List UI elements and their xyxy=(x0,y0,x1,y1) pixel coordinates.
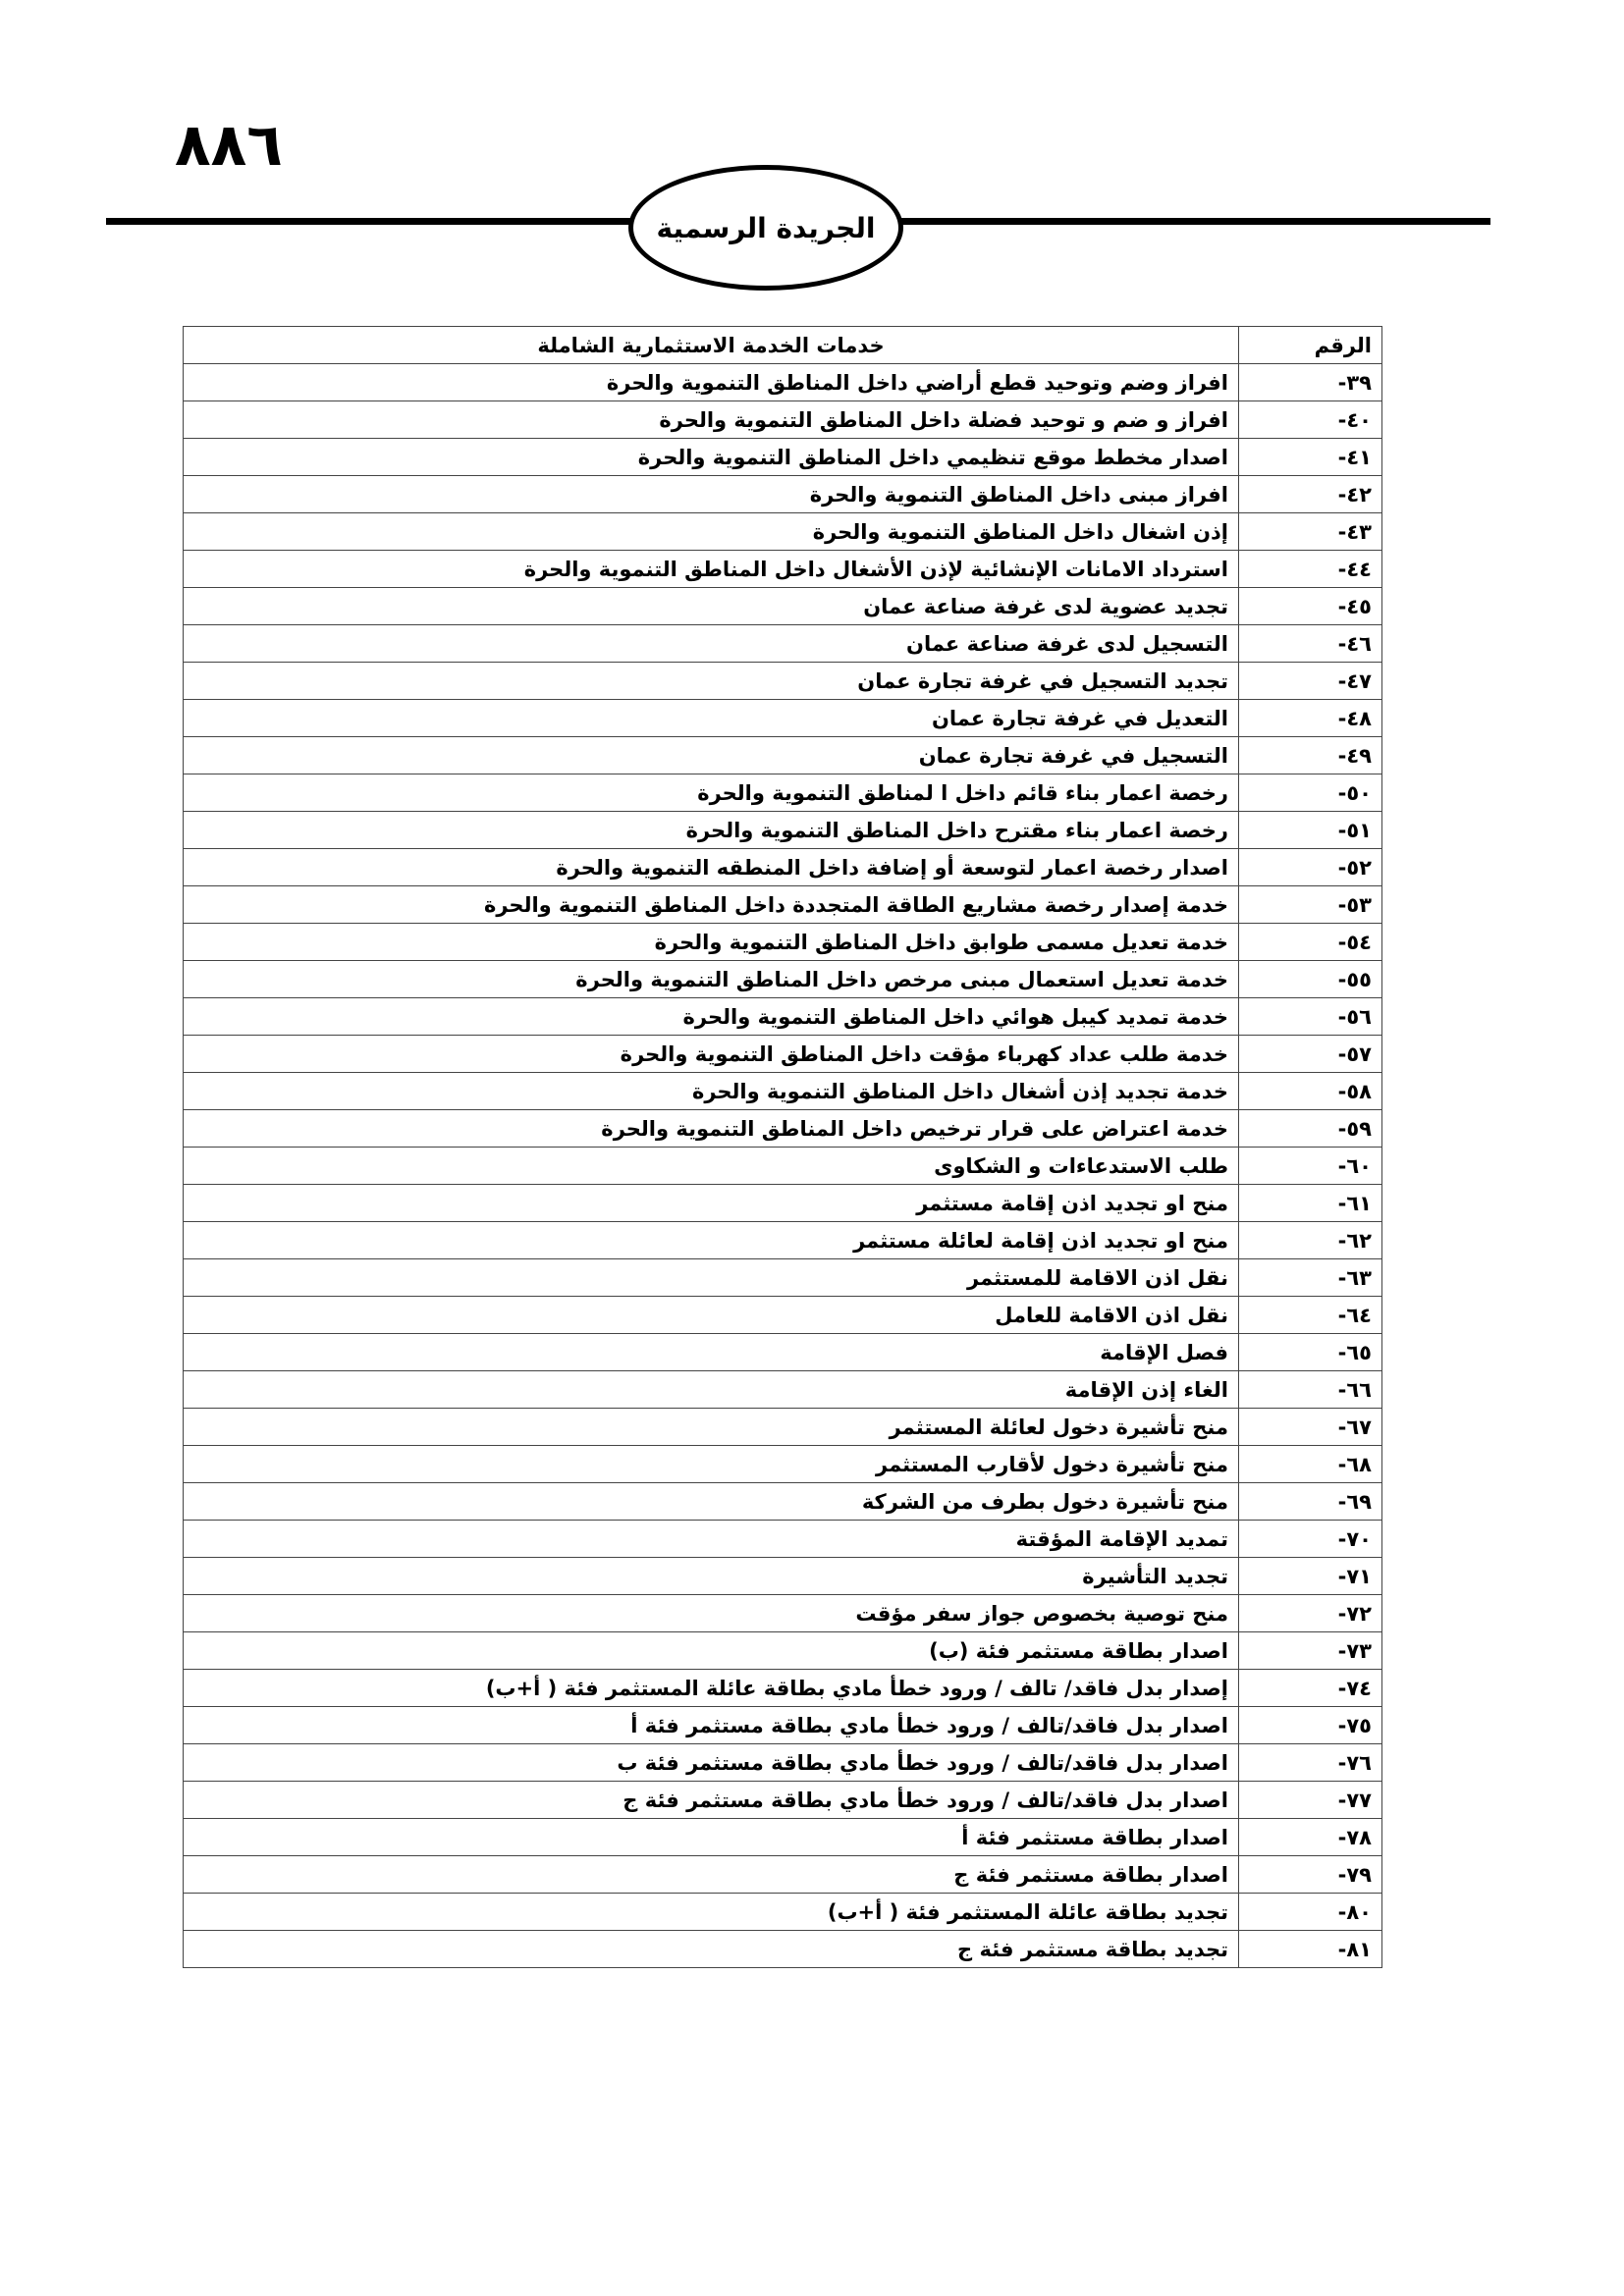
table-row xyxy=(184,700,1382,737)
row-service: افراز مبنى داخل المناطق التنموية والحرة xyxy=(184,476,1239,513)
table-row xyxy=(184,1670,1382,1707)
header-service: خدمات الخدمة الاستثمارية الشاملة xyxy=(184,327,1239,364)
row-service: نقل اذن الاقامة للعامل xyxy=(184,1297,1239,1334)
row-service: استرداد الامانات الإنشائية لإذن الأشغال داخل المناطق التنموية والحرة xyxy=(184,551,1239,588)
row-service: خدمة تعديل استعمال مبنى مرخص داخل المناطق التنموية والحرة xyxy=(184,961,1239,998)
row-number: ٥٤- xyxy=(1239,924,1382,961)
row-number: ٤٨- xyxy=(1239,700,1382,737)
table-row xyxy=(184,812,1382,849)
table-row xyxy=(184,551,1382,588)
row-number: ٧٦- xyxy=(1239,1744,1382,1782)
row-number: ٤٤- xyxy=(1239,551,1382,588)
row-service: تجديد التأشيرة xyxy=(184,1558,1239,1595)
row-service: منح او تجديد اذن إقامة مستثمر xyxy=(184,1185,1239,1222)
row-number: ٧٣- xyxy=(1239,1632,1382,1670)
table-row xyxy=(184,1744,1382,1782)
services-table xyxy=(183,326,1382,1968)
table-row xyxy=(184,1036,1382,1073)
row-number: ٧١- xyxy=(1239,1558,1382,1595)
table-row xyxy=(184,364,1382,401)
row-number: ٥٧- xyxy=(1239,1036,1382,1073)
row-service: تجديد التسجيل في غرفة تجارة عمان xyxy=(184,663,1239,700)
row-service: تمديد الإقامة المؤقتة xyxy=(184,1521,1239,1558)
header-number: الرقم xyxy=(1239,327,1382,364)
row-number: ٤٦- xyxy=(1239,625,1382,663)
row-service: اصدار بدل فاقد/تالف / ورود خطأ مادي بطاقة مستثمر فئة ب xyxy=(184,1744,1239,1782)
row-service: اصدار رخصة اعمار لتوسعة أو إضافة داخل المنطقه التنموية والحرة xyxy=(184,849,1239,886)
row-service: تجديد بطاقة عائلة المستثمر فئة ( أ+ب) xyxy=(184,1894,1239,1931)
table-row xyxy=(184,625,1382,663)
row-number: ٧٩- xyxy=(1239,1856,1382,1894)
row-service: خدمة إصدار رخصة مشاريع الطاقة المتجددة داخل المناطق التنموية والحرة xyxy=(184,886,1239,924)
row-number: ٥٦- xyxy=(1239,998,1382,1036)
row-service: منح او تجديد اذن إقامة لعائلة مستثمر xyxy=(184,1222,1239,1259)
row-service: تجديد بطاقة مستثمر فئة ج xyxy=(184,1931,1239,1968)
row-service: منح توصية بخصوص جواز سفر مؤقت xyxy=(184,1595,1239,1632)
table-row xyxy=(184,774,1382,812)
row-number: ٥٥- xyxy=(1239,961,1382,998)
row-number: ٦٥- xyxy=(1239,1334,1382,1371)
row-service: اصدار بطاقة مستثمر فئة ج xyxy=(184,1856,1239,1894)
table-row xyxy=(184,1595,1382,1632)
table-row xyxy=(184,1707,1382,1744)
row-service: التعديل في غرفة تجارة عمان xyxy=(184,700,1239,737)
table-row xyxy=(184,1371,1382,1409)
row-service: افراز وضم وتوحيد قطع أراضي داخل المناطق التنموية والحرة xyxy=(184,364,1239,401)
table-row xyxy=(184,1558,1382,1595)
table-row xyxy=(184,1334,1382,1371)
table-row xyxy=(184,1297,1382,1334)
row-service: اصدار بدل فاقد/تالف / ورود خطأ مادي بطاقة مستثمر فئة ج xyxy=(184,1782,1239,1819)
table-row xyxy=(184,1259,1382,1297)
table-body xyxy=(184,364,1382,1968)
table-row xyxy=(184,1110,1382,1148)
row-service: إذن اشغال داخل المناطق التنموية والحرة xyxy=(184,513,1239,551)
row-service: التسجيل في غرفة تجارة عمان xyxy=(184,737,1239,774)
row-number: ٧٥- xyxy=(1239,1707,1382,1744)
row-number: ٦٢- xyxy=(1239,1222,1382,1259)
row-service: خدمة تمديد كيبل هوائي داخل المناطق التنموية والحرة xyxy=(184,998,1239,1036)
row-number: ٤٠- xyxy=(1239,401,1382,439)
row-number: ٤٢- xyxy=(1239,476,1382,513)
page-number: ٨٨٦ xyxy=(175,111,283,180)
row-number: ٦٩- xyxy=(1239,1483,1382,1521)
row-number: ٥٣- xyxy=(1239,886,1382,924)
table-row xyxy=(184,1856,1382,1894)
row-number: ٦٠- xyxy=(1239,1148,1382,1185)
row-service: اصدار مخطط موقع تنظيمي داخل المناطق التنموية والحرة xyxy=(184,439,1239,476)
row-service: رخصة اعمار بناء مقترح داخل المناطق التنموية والحرة xyxy=(184,812,1239,849)
row-service: خدمة اعتراض على قرار ترخيص داخل المناطق التنموية والحرة xyxy=(184,1110,1239,1148)
row-number: ٦٤- xyxy=(1239,1297,1382,1334)
row-service: رخصة اعمار بناء قائم داخل ا لمناطق التنموية والحرة xyxy=(184,774,1239,812)
row-service: الغاء إذن الإقامة xyxy=(184,1371,1239,1409)
gazette-title: الجريدة الرسمية xyxy=(656,211,876,244)
row-number: ٥١- xyxy=(1239,812,1382,849)
row-service: نقل اذن الاقامة للمستثمر xyxy=(184,1259,1239,1297)
row-service: فصل الإقامة xyxy=(184,1334,1239,1371)
row-service: التسجيل لدى غرفة صناعة عمان xyxy=(184,625,1239,663)
row-number: ٦٣- xyxy=(1239,1259,1382,1297)
gazette-title-oval xyxy=(628,165,903,291)
row-number: ٧٧- xyxy=(1239,1782,1382,1819)
table-row xyxy=(184,961,1382,998)
table-row xyxy=(184,1819,1382,1856)
table-row xyxy=(184,1148,1382,1185)
table-row xyxy=(184,1894,1382,1931)
row-number: ٧٨- xyxy=(1239,1819,1382,1856)
row-number: ٦٦- xyxy=(1239,1371,1382,1409)
row-number: ٤٥- xyxy=(1239,588,1382,625)
table-row xyxy=(184,663,1382,700)
row-number: ٨٠- xyxy=(1239,1894,1382,1931)
table-row xyxy=(184,439,1382,476)
row-number: ٧٢- xyxy=(1239,1595,1382,1632)
table-row xyxy=(184,1073,1382,1110)
table-row xyxy=(184,401,1382,439)
table-row xyxy=(184,737,1382,774)
row-service: افراز و ضم و توحيد فضلة داخل المناطق التنموية والحرة xyxy=(184,401,1239,439)
table-row xyxy=(184,1483,1382,1521)
table-row xyxy=(184,1782,1382,1819)
table-row xyxy=(184,924,1382,961)
row-service: اصدار بدل فاقد/تالف / ورود خطأ مادي بطاقة مستثمر فئة أ xyxy=(184,1707,1239,1744)
table-row xyxy=(184,513,1382,551)
row-number: ٦٨- xyxy=(1239,1446,1382,1483)
row-number: ٥٨- xyxy=(1239,1073,1382,1110)
row-service: تجديد عضوية لدى غرفة صناعة عمان xyxy=(184,588,1239,625)
row-number: ٧٤- xyxy=(1239,1670,1382,1707)
row-number: ٤٧- xyxy=(1239,663,1382,700)
table-row xyxy=(184,1222,1382,1259)
row-service: منح تأشيرة دخول لعائلة المستثمر xyxy=(184,1409,1239,1446)
table-row xyxy=(184,849,1382,886)
row-service: خدمة تجديد إذن أشغال داخل المناطق التنموية والحرة xyxy=(184,1073,1239,1110)
row-service: اصدار بطاقة مستثمر فئة (ب) xyxy=(184,1632,1239,1670)
table-row xyxy=(184,998,1382,1036)
table-row xyxy=(184,476,1382,513)
row-number: ٥٠- xyxy=(1239,774,1382,812)
row-service: اصدار بطاقة مستثمر فئة أ xyxy=(184,1819,1239,1856)
row-number: ٥٩- xyxy=(1239,1110,1382,1148)
row-service: إصدار بدل فاقد/ تالف / ورود خطأ مادي بطاقة عائلة المستثمر فئة ( أ+ب) xyxy=(184,1670,1239,1707)
row-number: ٧٠- xyxy=(1239,1521,1382,1558)
table-row xyxy=(184,1521,1382,1558)
table-row xyxy=(184,1185,1382,1222)
table-row xyxy=(184,1446,1382,1483)
table-row xyxy=(184,1632,1382,1670)
table-row xyxy=(184,588,1382,625)
row-number: ٥٢- xyxy=(1239,849,1382,886)
row-number: ٤٩- xyxy=(1239,737,1382,774)
table-row xyxy=(184,886,1382,924)
table-row xyxy=(184,1409,1382,1446)
row-number: ٣٩- xyxy=(1239,364,1382,401)
row-service: طلب الاستدعاءات و الشكاوى xyxy=(184,1148,1239,1185)
row-service: منح تأشيرة دخول لأقارب المستثمر xyxy=(184,1446,1239,1483)
row-number: ٦١- xyxy=(1239,1185,1382,1222)
row-number: ٤١- xyxy=(1239,439,1382,476)
row-number: ٨١- xyxy=(1239,1931,1382,1968)
table-header-row xyxy=(184,327,1382,364)
row-service: خدمة تعديل مسمى طوابق داخل المناطق التنموية والحرة xyxy=(184,924,1239,961)
row-service: منح تأشيرة دخول بطرف من الشركة xyxy=(184,1483,1239,1521)
row-service: خدمة طلب عداد كهرباء مؤقت داخل المناطق التنموية والحرة xyxy=(184,1036,1239,1073)
table-row xyxy=(184,1931,1382,1968)
row-number: ٤٣- xyxy=(1239,513,1382,551)
row-number: ٦٧- xyxy=(1239,1409,1382,1446)
